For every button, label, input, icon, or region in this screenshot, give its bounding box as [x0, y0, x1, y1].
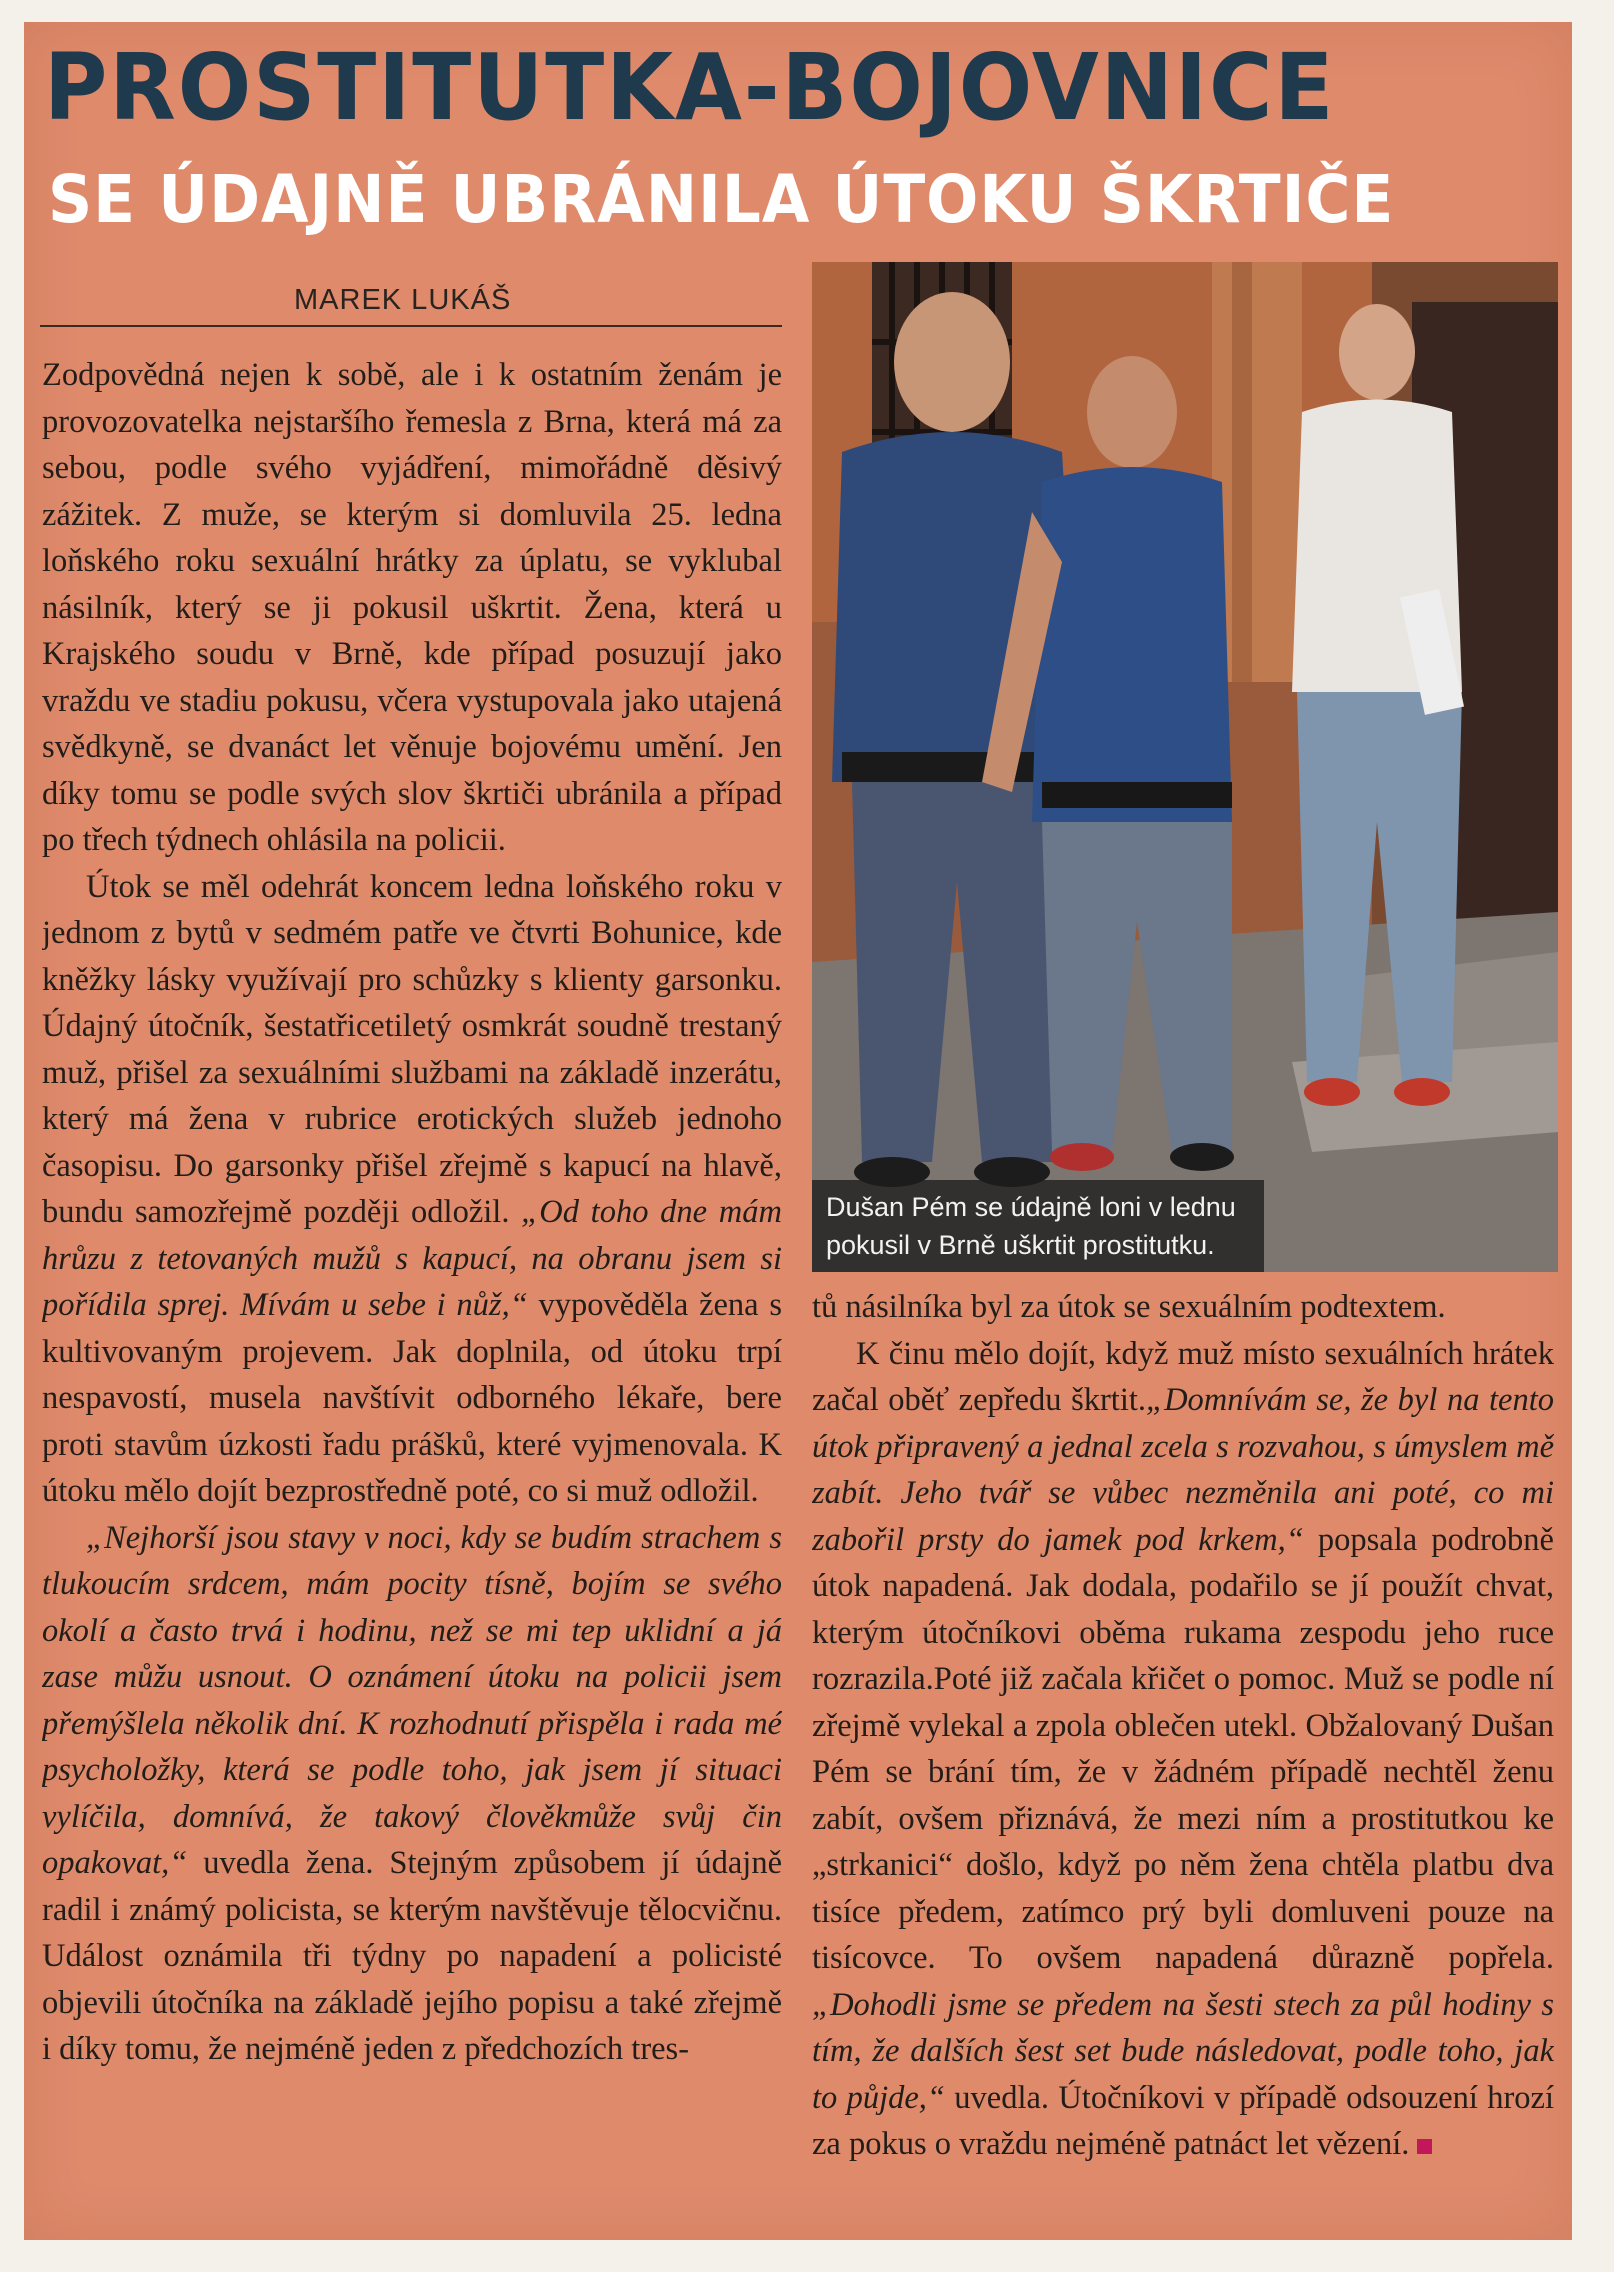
- quote: „Dohodli jsme se předem na šesti stech za půl hodiny s tím, že dalších šest set bude následovat, podle toho, jak to půjde,“: [812, 1986, 1554, 2116]
- subheadline: SE ÚDAJNĚ UBRÁNILA ÚTOKU ŠKRTIČE: [48, 161, 1395, 238]
- headline: PROSTITUTKA-BOJOVNICE: [44, 34, 1336, 141]
- paragraph: „Nejhorší jsou stavy v noci, kdy se budím strachem s tlukoucím srdcem, mám pocity tísně, bojím se svého okolí a často trvá i hodinu, než se mi tep uklidní a já zase můžu usnout. O oznámení útoku na policii jsem přemýšlela několik dní. K rozhodnutí přispěla i rada mé psycholožky, která se podle toho, jak jsem jí situaci vylíčila, domnívá, že takový člověkmůže svůj čin opakovat,“ uvedla žena. Stejným způsobem jí údajně radil i známý policista, se kterým navštěvuje tělocvičnu. Událost oznámila tři týdny po napadení a policisté objevili útočníka na základě jejího popisu a také zřejmě i díky tomu, že nejméně jeden z předchozích tres-: [42, 1519, 782, 2067]
- article-photo: [812, 262, 1558, 1272]
- right-column: [812, 1284, 1554, 2224]
- paragraph: Zodpovědná nejen k sobě, ale i k ostatním ženám je provozovatelka nejstaršího řemesla z Brna, která má za sebou, podle svého vyjádření, mimořádně děsivý zážitek. Z muže, se kterým si domluvila 25. ledna loňského roku sexuální hrátky za úplatu, se vyklubal násilník, který se ji pokusil uškrtit. Žena, která u Krajského soudu v Brně, kde případ posuzují jako vraždu ve stadiu pokusu, včera vystupovala jako utajená svědkyně, se dvanáct let věnuje bojovému umění. Jen díky tomu se podle svých slov škrtiči ubránila a případ po třech týdnech ohlásila na policii.: [42, 357, 782, 858]
- byline-divider: [40, 325, 782, 327]
- quote: „Domnívám se, že byl na tento útok připravený a jednal zcela s rozvahou, s úmyslem mě zabít. Jeho tvář se vůbec nezměnila ani poté, co mi zabořil prsty do jamek pod krkem,“: [812, 1382, 1554, 1558]
- paragraph: K činu mělo dojít, když muž místo sexuálních hrátek začal oběť zepředu škrtit.„Domnívám se, že byl na tento útok připravený a jednal zcela s rozvahou, s úmyslem mě zabít. Jeho tvář se vůbec nezměnila ani poté, co mi zabořil prsty do jamek pod krkem,“ popsala podrobně útok napadená. Jak dodala, podařilo se jí použít chvat, kterým útočníkovi oběma rukama zespodu jeho ruce rozrazila.Poté již začala křičet o pomoc. Muž se podle ní zřejmě vylekal a zpola oblečen utekl. Obžalovaný Dušan Pém se brání tím, že v žádném případě nechtěl ženu zabít, ovšem přiznává, že mezi ním a prostitutkou ke „strkanici“ došlo, když po něm žena chtěla platbu dva tisíce předem, zatímco prý byli domluveni pouze na tisícovce. To ovšem napadená důrazně popřela. „Dohodli jsme se předem na šesti stech za půl hodiny s tím, že dalších šest set bude následovat, podle toho, jak to půjde,“ uvedla. Útočníkovi v případě odsouzení hrozí za pokus o vraždu nejméně patnáct let vězení.: [812, 1335, 1554, 2162]
- photo-illustration: [812, 262, 1558, 1272]
- end-of-article-mark: [1417, 2139, 1432, 2154]
- quote: „Od toho dne mám hrůzu z tetovaných mužů s kapucí, na obranu jsem si pořídila sprej. Mívám u sebe i nůž,“: [42, 1194, 782, 1323]
- paragraph: Útok se měl odehrát koncem ledna loňského roku v jednom z bytů v sedmém patře ve čtvrti Bohunice, kde kněžky lásky využívají pro schůzky s klienty garsonku. Údajný útočník, šestatřicetiletý osmkrát soudně trestaný muž, přišel za sexuálními službami na základě inzerátu, který má žena v rubrice erotických služeb jednoho časopisu. Do garsonky přišel zřejmě s kapucí na hlavě, bundu samozřejmě později odložil. „Od toho dne mám hrůzu z tetovaných mužů s kapucí, na obranu jsem si pořídila sprej. Mívám u sebe i nůž,“ vypověděla žena s kultivovaným projevem. Jak doplnila, od útoku trpí nespavostí, musela navštívit odborného lékaře, bere proti stavům úzkosti řadu prášků, které vyjmenovala. K útoku mělo dojít bezprostředně poté, co si muž odložil.: [42, 868, 782, 1509]
- quote: „Nejhorší jsou stavy v noci, kdy se budím strachem s tlukoucím srdcem, mám pocity tísně, bojím se svého okolí a často trvá i hodinu, než se mi tep uklidní a já zase můžu usnout. O oznámení útoku na policii jsem přemýšlela několik dní. K rozhodnutí přispěla i rada mé psycholožky, která se podle toho, jak jsem jí situaci vylíčila, domnívá, že takový člověkmůže svůj čin opakovat,“: [42, 1519, 782, 1881]
- left-column: [42, 352, 782, 2222]
- byline: MAREK LUKÁŠ: [294, 284, 512, 316]
- paragraph: tů násilníka byl za útok se sexuálním podtextem.: [812, 1289, 1446, 1325]
- article: [24, 22, 1572, 2240]
- photo-caption: Dušan Pém se údajně loni v lednu pokusil v Brně uškrtit prostitutku.: [812, 1180, 1264, 1272]
